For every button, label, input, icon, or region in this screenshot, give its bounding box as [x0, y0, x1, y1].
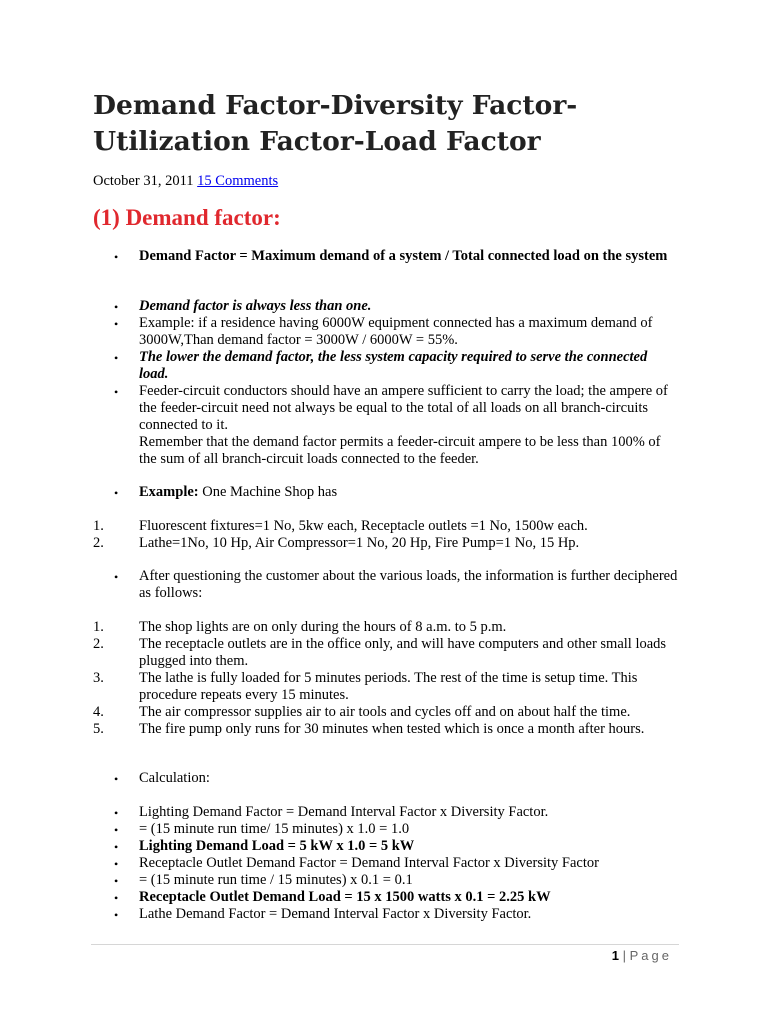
calc-item: Lighting Demand Load = 5 kW x 1.0 = 5 kW	[139, 838, 415, 854]
calc-item: Receptacle Outlet Demand Load = 15 x 1500 watts x 0.1 = 2.25 kW	[139, 889, 551, 905]
list-number: 2.	[93, 636, 104, 652]
page-label: Page	[629, 948, 672, 963]
page-footer	[612, 948, 672, 964]
bullet-icon: •	[114, 300, 119, 314]
title-line-1: Demand Factor-Diversity Factor-	[93, 90, 578, 121]
info-item: The shop lights are on only during the hours of 8 a.m. to 5 p.m.	[139, 619, 507, 635]
equipment-item: Fluorescent fixtures=1 No, 5kw each, Receptacle outlets =1 No, 1500w each.	[139, 518, 588, 534]
list-number: 5.	[93, 721, 104, 737]
list-item-feeder	[139, 383, 679, 468]
list-item-questioning: After questioning the customer about the various loads, the information is further deciphered as follows:	[139, 568, 678, 601]
bullet-icon: •	[114, 806, 119, 820]
equipment-item: Lathe=1No, 10 Hp, Air Compressor=1 No, 20 Hp, Fire Pump=1 No, 15 Hp.	[139, 535, 580, 551]
calc-item: = (15 minute run time / 15 minutes) x 0.1 = 0.1	[139, 872, 413, 888]
list-number: 2.	[93, 535, 104, 551]
bullet-icon: •	[114, 351, 119, 365]
list-number: 1.	[93, 619, 104, 635]
list-item-lower-factor: The lower the demand factor, the less system capacity required to serve the connected load.	[139, 349, 648, 382]
info-item: The fire pump only runs for 30 minutes when tested which is once a month after hours.	[139, 721, 645, 737]
list-item-example-shop	[139, 484, 679, 501]
post-date: October 31, 2011	[93, 173, 194, 189]
section-heading: (1) Demand factor:	[93, 205, 281, 230]
feeder-paragraph-1: Feeder-circuit conductors should have an ampere sufficient to carry the load; the ampere of the feeder-circuit need not always be equal to the total of all loads on all branch-circuits connected to it.	[139, 383, 668, 433]
bullet-icon: •	[114, 908, 119, 922]
info-item: The lathe is fully loaded for 5 minutes periods. The rest of the time is setup time. This procedure repeats every 15 minutes.	[139, 670, 638, 703]
example-label: Example:	[139, 484, 199, 500]
title-line-2: Utilization Factor-Load Factor	[93, 126, 541, 157]
list-item-calculation: Calculation:	[139, 770, 210, 786]
bullet-icon: •	[114, 840, 119, 854]
calc-item: Receptacle Outlet Demand Factor = Demand Interval Factor x Diversity Factor	[139, 855, 599, 871]
bullet-icon: •	[114, 874, 119, 888]
bullet-icon: •	[114, 385, 119, 399]
bullet-icon: •	[114, 317, 119, 331]
document-title	[93, 88, 713, 160]
calc-item: Lighting Demand Factor = Demand Interval Factor x Diversity Factor.	[139, 804, 549, 820]
bullet-icon: •	[114, 772, 119, 786]
list-number: 4.	[93, 704, 104, 720]
comments-link[interactable]: 15 Comments	[197, 173, 279, 189]
list-item-example-residence: Example: if a residence having 6000W equipment connected has a maximum demand of 3000W,Than demand factor = 3000W / 6000W = 55%.	[139, 315, 653, 348]
bullet-icon: •	[114, 857, 119, 871]
list-item-definition: Demand Factor = Maximum demand of a system / Total connected load on the system	[139, 248, 668, 264]
page-number: 1	[611, 948, 619, 963]
bullet-icon: •	[114, 891, 119, 905]
example-text: One Machine Shop has	[198, 484, 338, 500]
calc-item: Lathe Demand Factor = Demand Interval Factor x Diversity Factor.	[139, 906, 532, 922]
info-item: The air compressor supplies air to air tools and cycles off and on about half the time.	[139, 704, 631, 720]
footer-divider	[91, 944, 679, 945]
post-meta	[93, 172, 278, 190]
list-item-always-less: Demand factor is always less than one.	[139, 298, 372, 314]
list-number: 3.	[93, 670, 104, 686]
bullet-icon: •	[114, 486, 119, 500]
bullet-icon: •	[114, 250, 119, 264]
calc-item: = (15 minute run time/ 15 minutes) x 1.0 = 1.0	[139, 821, 410, 837]
bullet-icon: •	[114, 823, 119, 837]
info-item: The receptacle outlets are in the office only, and will have computers and other small loads plugged into them.	[139, 636, 667, 669]
list-number: 1.	[93, 518, 104, 534]
feeder-paragraph-2: Remember that the demand factor permits a feeder-circuit ampere to be less than 100% of the sum of all branch-circuit loads connected to the feeder.	[139, 434, 661, 467]
bullet-icon: •	[114, 570, 119, 584]
footer-separator: |	[622, 948, 626, 963]
